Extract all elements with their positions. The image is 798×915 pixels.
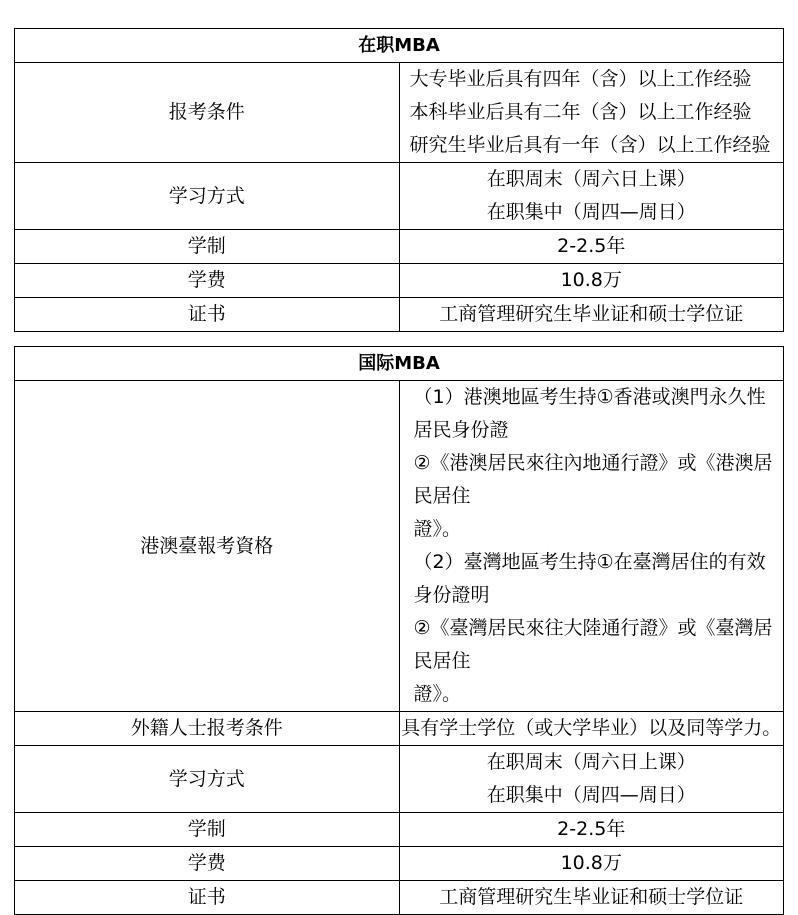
row-value: 工商管理研究生毕业证和硕士学位证 (399, 881, 784, 915)
eligibility-line: （1）港澳地區考生持①香港或澳門永久性居民身份證 (413, 386, 766, 441)
row-label: 证书 (15, 298, 400, 332)
row-label: 证书 (15, 881, 400, 915)
table-header-row (15, 347, 784, 381)
table-row (15, 881, 784, 915)
table-row (15, 381, 784, 712)
table-row (15, 712, 784, 746)
row-label: 学费 (15, 847, 400, 881)
row-value: 工商管理研究生毕业证和硕士学位证 (399, 298, 784, 332)
table-international-mba (14, 346, 784, 915)
row-value: 2-2.5年 (399, 230, 784, 264)
table-row (15, 163, 784, 230)
eligibility-line: ②《港澳居民來往內地通行證》或《港澳居民居住 (413, 452, 773, 507)
row-label: 学制 (15, 230, 400, 264)
row-value: 10.8万 (399, 264, 784, 298)
condition-line: 本科毕业后具有二年（含）以上工作经验 (409, 101, 752, 123)
eligibility-line: （2）臺灣地區考生持①在臺灣居住的有效身份證明 (413, 551, 766, 606)
eligibility-line: ②《臺灣居民來往大陸通行證》或《臺灣居民居住 (413, 617, 773, 672)
table-onjob-mba (14, 28, 784, 332)
table-row (15, 813, 784, 847)
row-value: 具有学士学位（或大学毕业）以及同等学力。 (399, 712, 784, 746)
row-label: 学习方式 (15, 746, 400, 813)
study-mode-line: 在职集中（周四—周日） (486, 784, 696, 806)
study-mode-line: 在职周末（周六日上课） (486, 751, 696, 773)
row-label: 港澳臺報考資格 (15, 381, 400, 712)
eligibility-line: 證》。 (413, 518, 462, 540)
row-label: 学费 (15, 264, 400, 298)
study-mode-line: 在职周末（周六日上课） (486, 168, 696, 190)
row-value (399, 381, 784, 712)
table-title: 国际MBA (15, 347, 784, 381)
table-header-row (15, 29, 784, 63)
study-mode-line: 在职集中（周四—周日） (486, 201, 696, 223)
table-row (15, 847, 784, 881)
row-value: 10.8万 (399, 847, 784, 881)
table-row (15, 298, 784, 332)
row-label: 学制 (15, 813, 400, 847)
table-row (15, 264, 784, 298)
row-value (399, 746, 784, 813)
row-label: 学习方式 (15, 163, 400, 230)
row-value: 2-2.5年 (399, 813, 784, 847)
row-label: 外籍人士报考条件 (15, 712, 400, 746)
row-label: 报考条件 (15, 63, 400, 163)
table-row (15, 746, 784, 813)
condition-line: 研究生毕业后具有一年（含）以上工作经验 (409, 134, 771, 156)
row-value (399, 63, 784, 163)
table-row (15, 230, 784, 264)
table-row (15, 63, 784, 163)
condition-line: 大专毕业后具有四年（含）以上工作经验 (409, 68, 752, 90)
row-value (399, 163, 784, 230)
eligibility-line: 證》。 (413, 683, 462, 705)
table-title: 在职MBA (15, 29, 784, 63)
